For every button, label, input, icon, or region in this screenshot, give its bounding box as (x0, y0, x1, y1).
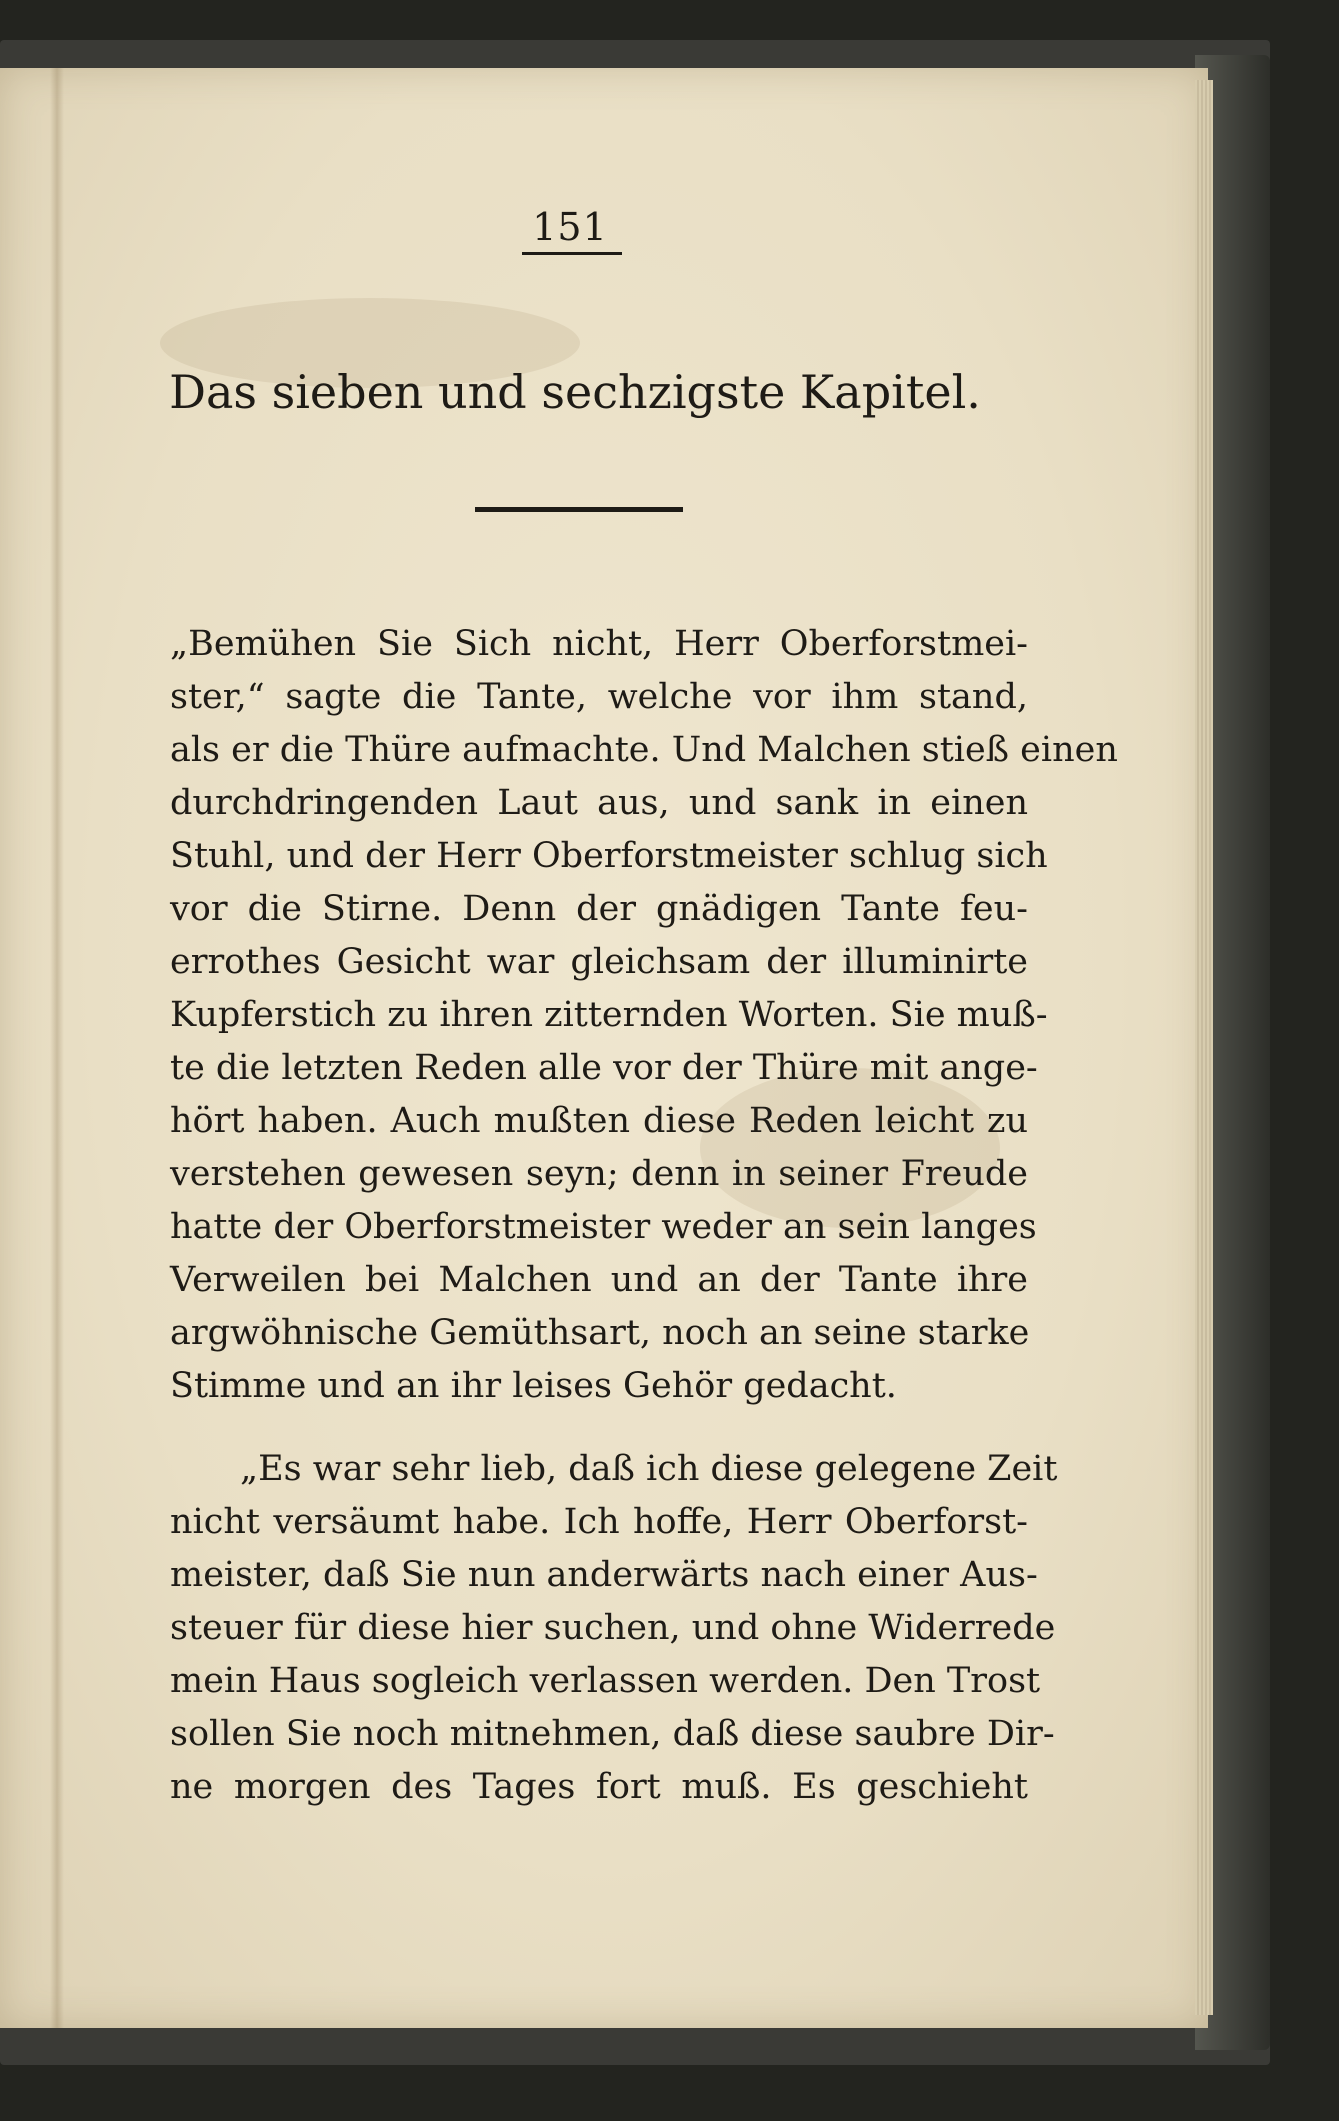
title-divider (475, 507, 683, 512)
text-line: ster,“ sagte die Tante, welche vor ihm stand, (170, 677, 1028, 717)
text-line: te die letzten Reden alle vor der Thüre mit ange- (170, 1048, 1038, 1088)
chapter-title: Das sieben und sechzigste Kapitel. (169, 365, 981, 419)
page-block-edge (1195, 80, 1213, 2015)
text-line: Stimme und an ihr leises Gehör gedacht. (170, 1366, 897, 1406)
text-line: errothes Gesicht war gleichsam der illuminirte (170, 942, 1028, 982)
text-line: steuer für diese hier suchen, und ohne Widerrede (170, 1608, 1056, 1648)
text-line: nicht versäumt habe. Ich hoffe, Herr Oberforst- (170, 1502, 1028, 1542)
text-line: argwöhnische Gemüthsart, noch an seine starke (170, 1313, 1030, 1353)
text-line: „Bemühen Sie Sich nicht, Herr Oberforstmei- (170, 624, 1028, 664)
paragraph (170, 1443, 1058, 1814)
text-line: mein Haus sogleich verlassen werden. Den Trost (170, 1661, 1041, 1701)
text-line: hört haben. Auch mußten diese Reden leicht zu (170, 1101, 1028, 1141)
text-line: hatte der Oberforstmeister weder an sein langes (170, 1207, 1037, 1247)
text-line: verstehen gewesen seyn; denn in seiner Freude (170, 1154, 1028, 1194)
page-number: 151 (532, 205, 608, 249)
text-line: meister, daß Sie nun anderwärts nach einer Aus- (170, 1555, 1038, 1595)
text-line: als er die Thüre aufmachte. Und Malchen stieß einen (170, 730, 1118, 770)
text-line: Kupferstich zu ihren zitternden Worten. Sie muß- (170, 995, 1048, 1035)
page-gutter (50, 68, 64, 2028)
text-line: durchdringenden Laut aus, und sank in einen (170, 783, 1028, 823)
text-line: sollen Sie noch mitnehmen, daß diese saubre Dir- (170, 1714, 1055, 1754)
text-line: ne morgen des Tages fort muß. Es geschieht (170, 1767, 1028, 1807)
text-line: Stuhl, und der Herr Oberforstmeister schlug sich (170, 836, 1048, 876)
page-number-underline (522, 252, 622, 255)
text-line: vor die Stirne. Denn der gnädigen Tante feu- (170, 889, 1028, 929)
body-text (170, 618, 1118, 1814)
paragraph (170, 618, 1118, 1413)
text-line: „Es war sehr lieb, daß ich diese gelegene Zeit (240, 1449, 1058, 1489)
text-line: Verweilen bei Malchen und an der Tante ihre (170, 1260, 1028, 1300)
